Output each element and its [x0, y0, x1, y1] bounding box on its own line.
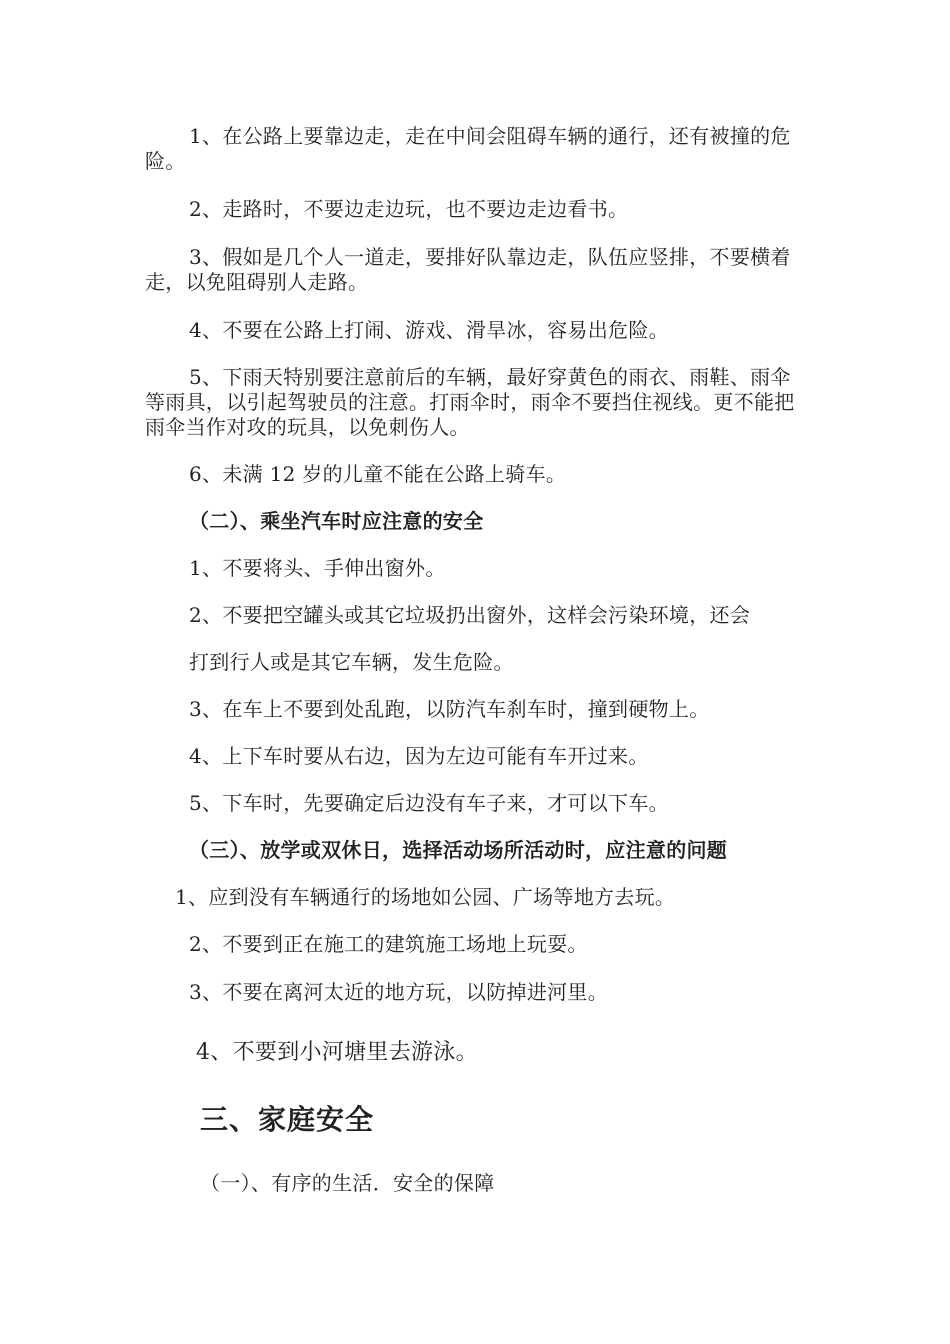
- leisure-rule-4: 4、不要到小河塘里去游泳。: [196, 1040, 478, 1065]
- walking-rule-3: 3、假如是几个人一道走，要排好队靠边走，队伍应竖排，不要横着走，以免阻碍别人走路。: [145, 245, 791, 294]
- walking-rule-1: 1、在公路上要靠边走，走在中间会阻碍车辆的通行，还有被撞的危险。: [145, 124, 791, 173]
- bus-rule-5: 5、下车时，先要确定后边没有车子来，才可以下车。: [189, 791, 669, 815]
- leisure-rule-2: 2、不要到正在施工的建筑施工场地上玩耍。: [189, 932, 588, 956]
- bus-rule-2: 2、不要把空罐头或其它垃圾扔出窗外，这样会污染环境，还会: [189, 603, 751, 627]
- leisure-safety-heading: （三）、放学或双休日，选择活动场所活动时，应注意的问题: [189, 838, 728, 862]
- walking-rule-2: 2、走路时，不要边走边玩，也不要边走边看书。: [189, 197, 629, 221]
- walking-rule-5: 5、下雨天特别要注意前后的车辆，最好穿黄色的雨衣、雨鞋、雨伞等雨具，以引起驾驶员的注意。打雨伞时，雨伞不要挡住视线。更不能把雨伞当作对攻的玩具，以免刺伤人。: [145, 365, 795, 439]
- bus-rule-1: 1、不要将头、手伸出窗外。: [189, 556, 446, 580]
- bus-rule-4: 4、上下车时要从右边，因为左边可能有车开过来。: [189, 744, 649, 768]
- bus-rule-2-continued: 打到行人或是其它车辆，发生危险。: [189, 650, 514, 674]
- home-safety-heading: 三、家庭安全: [200, 1103, 375, 1136]
- bus-rule-3: 3、在车上不要到处乱跑，以防汽车刹车时，撞到硬物上。: [189, 697, 710, 721]
- bus-safety-heading: （二）、乘坐汽车时应注意的安全: [189, 509, 484, 533]
- walking-rule-4: 4、不要在公路上打闹、游戏、滑旱冰，容易出危险。: [189, 318, 669, 342]
- leisure-rule-3: 3、不要在离河太近的地方玩，以防掉进河里。: [189, 980, 609, 1004]
- walking-rule-6: 6、未满 12 岁的儿童不能在公路上骑车。: [189, 462, 567, 486]
- home-safety-subheading: （一）、有序的生活．安全的保障: [200, 1171, 495, 1195]
- leisure-rule-1: 1、应到没有车辆通行的场地如公园、广场等地方去玩。: [175, 885, 676, 909]
